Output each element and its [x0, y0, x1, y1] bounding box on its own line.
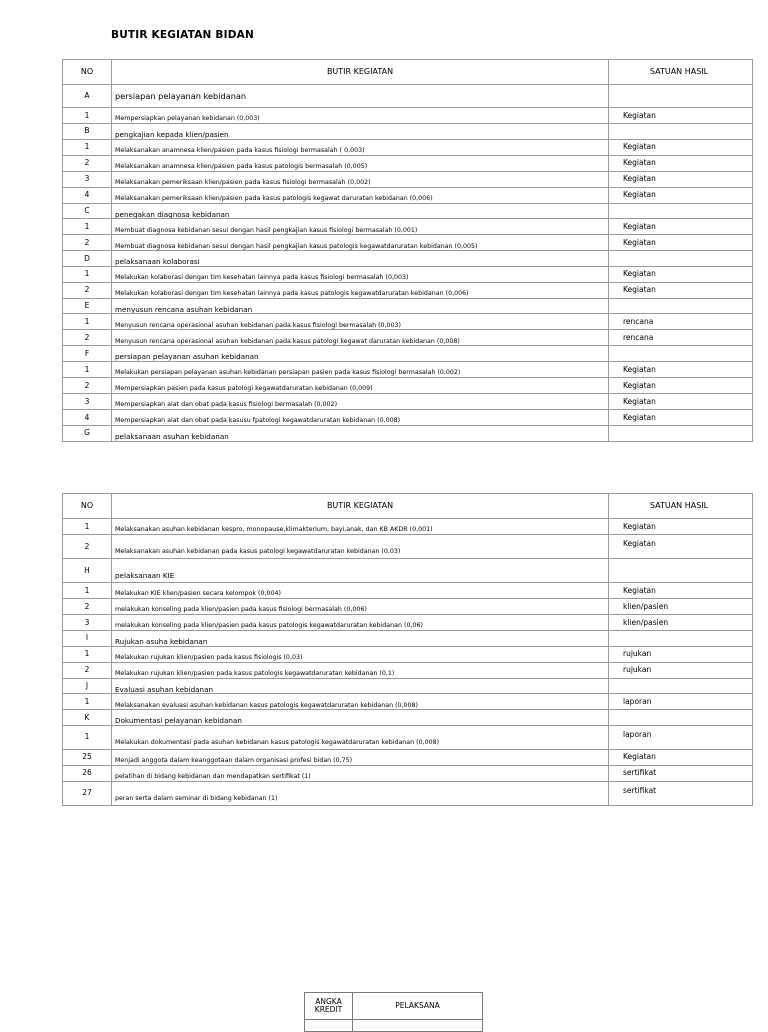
- header-pelaksana: PELAKSANA: [353, 993, 483, 1020]
- unit-value: Kegiatan: [609, 409, 753, 425]
- row-number: 1: [63, 219, 112, 235]
- activity-text: Melaksanakan anamnesa klien/pasien pada kasus patologis bermasalah (0,005): [112, 155, 609, 171]
- row-number: 1: [63, 694, 112, 710]
- activity-text: Mempersiapkan alat dan obat pada kasus fisiologi bermasalah (0,002): [112, 393, 609, 409]
- table-header-row: [63, 60, 753, 85]
- header-satuan-hasil: SATUAN HASIL: [609, 60, 753, 85]
- row-number: 4: [63, 187, 112, 203]
- table-row: [63, 519, 753, 535]
- activity-text: peran serta dalam seminar di bidang kebidanan (1): [112, 781, 609, 805]
- row-number: 1: [63, 361, 112, 377]
- activity-text: melakukan konseling pada klien/pasien pada kasus patologis kegawatdaruratan kebidanan (0,06): [112, 615, 609, 631]
- row-number: H: [63, 559, 112, 583]
- activity-text: Melakukan rujukan klien/pasien pada kasus patologis kegawatdaruratan kebidanan (0,1): [112, 662, 609, 678]
- activity-text: melakukan konseling pada klien/pasien pada kasus fisiologi bermasalah (0,006): [112, 599, 609, 615]
- row-number: K: [63, 710, 112, 726]
- table-row: [63, 330, 753, 346]
- unit-value: Kegiatan: [609, 282, 753, 298]
- row-number: 3: [63, 615, 112, 631]
- row-number: 2: [63, 235, 112, 251]
- section-row: [63, 124, 753, 140]
- unit-value: Kegiatan: [609, 519, 753, 535]
- table-row: [63, 361, 753, 377]
- table-row: [63, 187, 753, 203]
- row-number: 2: [63, 599, 112, 615]
- unit-value: klien/pasien: [609, 599, 753, 615]
- activity-text: Melaksanakan anamnesa klien/pasien pada kasus fisiologi bermasalah ( 0,003): [112, 139, 609, 155]
- unit-value: Kegiatan: [609, 171, 753, 187]
- header-butir-kegiatan: BUTIR KEGIATAN: [112, 494, 609, 519]
- activity-text: Menyusun rencana operasional asuhan kebidanan pada kasus patologi kegawat daruratan kebidanan (0,008): [112, 330, 609, 346]
- row-number: J: [63, 678, 112, 694]
- unit-value: Kegiatan: [609, 108, 753, 124]
- table-row: [63, 266, 753, 282]
- activity-text: Mempersiapkan pasien pada kasus patologi kegawatdaruratan kebidanan (0,009): [112, 377, 609, 393]
- activity-text: Melaksanakan asuhan kebidanan kespro, monopause,klimakterium, bayi,anak, dan KB AKDR (0,001): [112, 519, 609, 535]
- unit-value: Kegiatan: [609, 535, 753, 559]
- unit-value: [609, 203, 753, 219]
- unit-value: laporan: [609, 694, 753, 710]
- row-number: 1: [63, 314, 112, 330]
- activity-text: Melaksanakan asuhan kebidanan pada kasus patologi kegawatdaruratan kebidanan (0,03): [112, 535, 609, 559]
- row-number: B: [63, 124, 112, 140]
- table-row: [63, 781, 753, 805]
- table-row: [63, 599, 753, 615]
- activity-text: Rujukan asuha kebidanan: [112, 631, 609, 647]
- section-row: [63, 710, 753, 726]
- unit-value: Kegiatan: [609, 139, 753, 155]
- section-row: [63, 559, 753, 583]
- unit-value: [609, 559, 753, 583]
- unit-value: Kegiatan: [609, 219, 753, 235]
- activity-text: pelatihan di bidang kebidanan dan mendapatkan sertifikat (1): [112, 765, 609, 781]
- row-number: 1: [63, 139, 112, 155]
- activity-text: Melakukan persiapan pelayanan asuhan kebidanan persiapan pasien pada kasus fisiologi bermasalah (0,002): [112, 361, 609, 377]
- unit-value: Kegiatan: [609, 187, 753, 203]
- row-number: 2: [63, 330, 112, 346]
- row-number: 1: [63, 583, 112, 599]
- activity-text: Dokumentasi pelayanan kebidanan: [112, 710, 609, 726]
- unit-value: Kegiatan: [609, 361, 753, 377]
- table-row: [63, 377, 753, 393]
- section-row: [63, 678, 753, 694]
- section-row: [63, 298, 753, 314]
- activity-text: Melakukan kolaborasi dengan tim kesehatan lainnya pada kasus patologis kegawatdaruratan kebidanan (0,006): [112, 282, 609, 298]
- row-number: 1: [63, 519, 112, 535]
- row-number: A: [63, 85, 112, 108]
- activity-text: pelaksanaan kolaborasi: [112, 251, 609, 267]
- row-number: 1: [63, 108, 112, 124]
- activity-text: Melaksanakan pemeriksaan klien/pasien pada kasus patologis kegawat daruratan kebidanan (0,006): [112, 187, 609, 203]
- header-angka-kredit: ANGKA KREDIT: [305, 993, 353, 1020]
- table-row: [63, 314, 753, 330]
- header-butir-kegiatan: BUTIR KEGIATAN: [112, 60, 609, 85]
- unit-value: rujukan: [609, 662, 753, 678]
- activity-text: Melakukan KIE klien/pasien secara kelompok (0,004): [112, 583, 609, 599]
- section-row: [63, 251, 753, 267]
- table-row: [63, 725, 753, 749]
- credit-table-row: [305, 1020, 483, 1032]
- activity-text: Membuat diagnosa kebidanan sesui dengan hasil pengkajian kasus fisiologi bermasalah (0,001): [112, 219, 609, 235]
- unit-value: [609, 678, 753, 694]
- activity-text: Melaksanakan evaluasi asuhan kebidanan kasus patologis kegawatdaruratan kebidanan (0,008): [112, 694, 609, 710]
- unit-value: sertifikat: [609, 765, 753, 781]
- credit-table-header: [305, 993, 483, 1020]
- row-number: E: [63, 298, 112, 314]
- table-row: [63, 694, 753, 710]
- table-row: [63, 393, 753, 409]
- unit-value: Kegiatan: [609, 583, 753, 599]
- activity-text: Melakukan dokumentasi pada asuhan kebidanan kasus patologis kegawatdaruratan kebidanan (0,008): [112, 725, 609, 749]
- row-number: 2: [63, 535, 112, 559]
- activity-text: pengkajian kepada klien/pasien: [112, 124, 609, 140]
- credit-table: [304, 992, 483, 1032]
- header-satuan-hasil: SATUAN HASIL: [609, 494, 753, 519]
- row-number: 2: [63, 377, 112, 393]
- row-number: D: [63, 251, 112, 267]
- activity-table-1: [62, 59, 753, 442]
- activity-text: Membuat diagnosa kebidanan sesui dengan hasil pengkajian kasus patologis kegawatdaruratan kebidanan (0,005): [112, 235, 609, 251]
- activity-text: Melaksanakan pemeriksaan klien/pasien pada kasus fisiologi bermasalah (0,002): [112, 171, 609, 187]
- activity-text: Evaluasi asuhan kebidanan: [112, 678, 609, 694]
- row-number: 2: [63, 282, 112, 298]
- page-title: BUTIR KEGIATAN BIDAN: [111, 29, 254, 41]
- table-row: [63, 615, 753, 631]
- table-row: [63, 749, 753, 765]
- header-no: NO: [63, 60, 112, 85]
- row-number: C: [63, 203, 112, 219]
- section-row: [63, 203, 753, 219]
- table-row: [63, 139, 753, 155]
- section-row: [63, 85, 753, 108]
- activity-table-2: [62, 493, 753, 806]
- unit-value: [609, 124, 753, 140]
- activity-text: pelaksanaan asuhan kebidanan: [112, 425, 609, 441]
- row-number: 3: [63, 171, 112, 187]
- activity-text: menyusun rencana asuhan kebidanan: [112, 298, 609, 314]
- row-number: 4: [63, 409, 112, 425]
- unit-value: [609, 251, 753, 267]
- unit-value: [609, 710, 753, 726]
- unit-value: Kegiatan: [609, 155, 753, 171]
- activity-text: pelaksanaan KIE: [112, 559, 609, 583]
- unit-value: [609, 85, 753, 108]
- unit-value: Kegiatan: [609, 235, 753, 251]
- row-number: 27: [63, 781, 112, 805]
- activity-text: Melakukan kolaborasi dengan tim kesehatan lainnya pada kasus fisiologi bermasalah (0,003): [112, 266, 609, 282]
- row-number: 1: [63, 266, 112, 282]
- table-row: [63, 646, 753, 662]
- activity-text: Melakukan rujukan klien/pasien pada kasus fisiologis (0,03): [112, 646, 609, 662]
- row-number: 2: [63, 155, 112, 171]
- unit-value: [609, 425, 753, 441]
- row-number: 2: [63, 662, 112, 678]
- unit-value: sertifikat: [609, 781, 753, 805]
- table-row: [63, 583, 753, 599]
- row-number: 3: [63, 393, 112, 409]
- activity-text: Menjadi anggota dalam keanggotaan dalam organisasi profesi bidan (0,75): [112, 749, 609, 765]
- table-row: [63, 409, 753, 425]
- row-number: 1: [63, 646, 112, 662]
- table-row: [63, 662, 753, 678]
- activity-text: persiapan pelayanan asuhan kebidanan: [112, 346, 609, 362]
- section-row: [63, 346, 753, 362]
- unit-value: Kegiatan: [609, 749, 753, 765]
- table-row: [63, 108, 753, 124]
- row-number: 26: [63, 765, 112, 781]
- activity-text: Mempersiapkan pelayanan kebidanan (0,003): [112, 108, 609, 124]
- unit-value: rencana: [609, 330, 753, 346]
- table-row: [63, 235, 753, 251]
- unit-value: Kegiatan: [609, 377, 753, 393]
- section-row: [63, 631, 753, 647]
- unit-value: [609, 298, 753, 314]
- activity-text: penegakan diagnosa kebidanan: [112, 203, 609, 219]
- credit-cell: [305, 1020, 353, 1032]
- activity-text: persiapan pelayanan kebidanan: [112, 85, 609, 108]
- activity-text: Menyusun rencana operasional asuhan kebidanan pada kasus fisiologi bermasalah (0,003): [112, 314, 609, 330]
- table-row: [63, 155, 753, 171]
- table-row: [63, 765, 753, 781]
- unit-value: [609, 631, 753, 647]
- row-number: 25: [63, 749, 112, 765]
- table-row: [63, 171, 753, 187]
- pelaksana-cell: [353, 1020, 483, 1032]
- table-row: [63, 282, 753, 298]
- table-header-row: [63, 494, 753, 519]
- table-row: [63, 219, 753, 235]
- activity-text: Mempersiapkan alat dan obat pada kasusu fpatologi kegawatdaruratan kebidanan (0,008): [112, 409, 609, 425]
- table-row: [63, 535, 753, 559]
- unit-value: Kegiatan: [609, 393, 753, 409]
- unit-value: Kegiatan: [609, 266, 753, 282]
- unit-value: rencana: [609, 314, 753, 330]
- row-number: I: [63, 631, 112, 647]
- unit-value: rujukan: [609, 646, 753, 662]
- row-number: 1: [63, 725, 112, 749]
- row-number: G: [63, 425, 112, 441]
- unit-value: klien/pasien: [609, 615, 753, 631]
- section-row: [63, 425, 753, 441]
- row-number: F: [63, 346, 112, 362]
- unit-value: [609, 346, 753, 362]
- unit-value: laporan: [609, 725, 753, 749]
- header-no: NO: [63, 494, 112, 519]
